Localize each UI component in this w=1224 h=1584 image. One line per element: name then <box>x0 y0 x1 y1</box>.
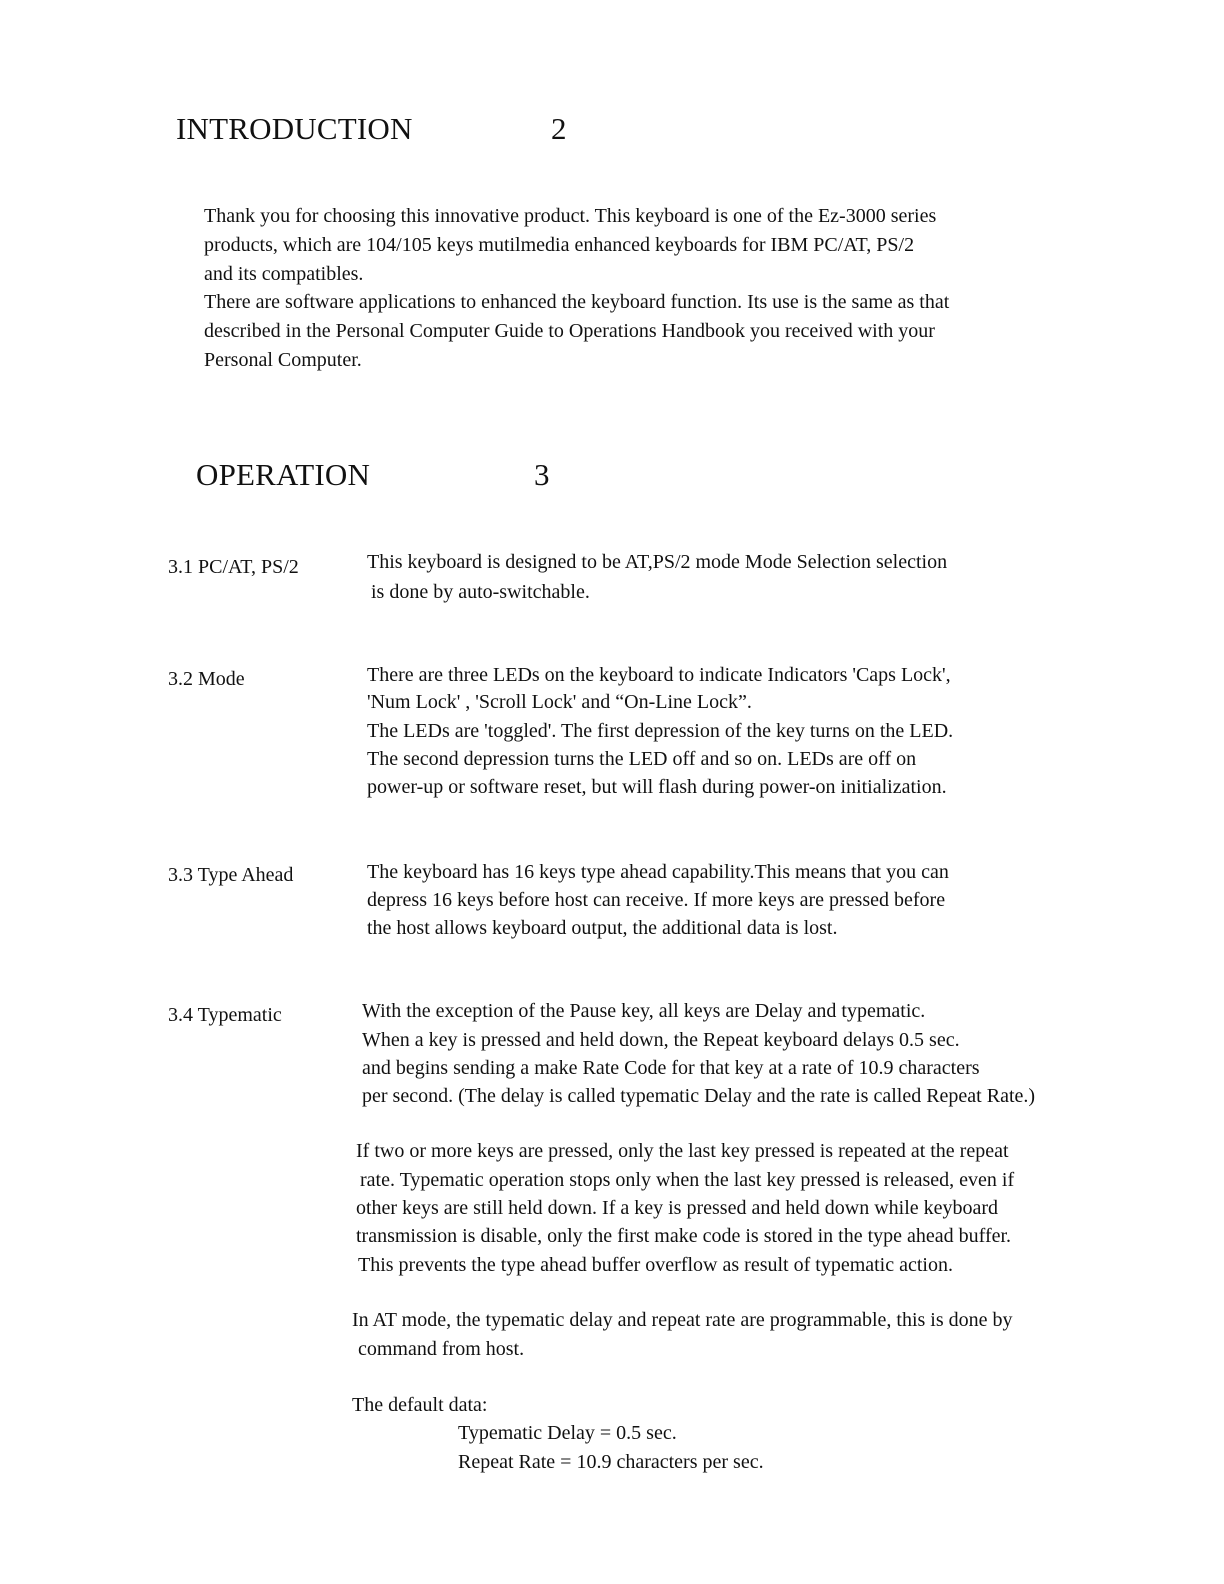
intro-line: There are software applications to enhanced the keyboard function. Its use is the same as that <box>204 291 950 313</box>
intro-line: Thank you for choosing this innovative product. This keyboard is one of the Ez-3000 series <box>204 205 937 227</box>
section-3-2-line: There are three LEDs on the keyboard to indicate Indicators 'Caps Lock', <box>367 664 951 686</box>
section-3-1-line: This keyboard is designed to be AT,PS/2 mode Mode Selection selection <box>367 551 948 573</box>
section-3-3-line: depress 16 keys before host can receive. If more keys are pressed before <box>367 889 946 911</box>
operation-heading: OPERATION <box>196 457 371 492</box>
section-3-2-line: The second depression turns the LED off and so on. LEDs are off on <box>367 748 917 770</box>
introduction-heading: INTRODUCTION <box>176 111 413 146</box>
operation-section-number: 3 <box>534 457 550 492</box>
default-repeat-rate: Repeat Rate = 10.9 characters per sec. <box>458 1451 764 1473</box>
section-3-4-line: and begins sending a make Rate Code for that key at a rate of 10.9 characters <box>362 1057 980 1079</box>
default-typematic-delay: Typematic Delay = 0.5 sec. <box>458 1422 677 1444</box>
introduction-section-number: 2 <box>551 111 567 146</box>
intro-line: Personal Computer. <box>204 349 362 371</box>
section-3-4-line: With the exception of the Pause key, all keys are Delay and typematic. <box>362 1000 926 1022</box>
section-3-3-line: the host allows keyboard output, the additional data is lost. <box>367 917 838 939</box>
default-data-label: The default data: <box>352 1394 488 1416</box>
section-3-4-para2-line: This prevents the type ahead buffer overflow as result of typematic action. <box>358 1254 953 1276</box>
section-3-4-line: When a key is pressed and held down, the Repeat keyboard delays 0.5 sec. <box>362 1029 960 1051</box>
section-3-4-para2-line: transmission is disable, only the first make code is stored in the type ahead buffer. <box>356 1225 1012 1247</box>
section-3-2-line: 'Num Lock' , 'Scroll Lock' and “On-Line Lock”. <box>367 691 752 713</box>
section-3-4-para3-line: command from host. <box>358 1338 525 1360</box>
section-3-4-line: per second. (The delay is called typematic Delay and the rate is called Repeat Rate.) <box>362 1085 1036 1107</box>
section-3-1-line: is done by auto-switchable. <box>371 581 590 603</box>
section-3-3-line: The keyboard has 16 keys type ahead capability.This means that you can <box>367 861 949 883</box>
section-3-2-line: power-up or software reset, but will flash during power-on initialization. <box>367 776 947 798</box>
section-label-3-3: 3.3 Type Ahead <box>168 864 294 886</box>
section-3-4-para2-line: If two or more keys are pressed, only the last key pressed is repeated at the repeat <box>356 1140 1009 1162</box>
intro-line: described in the Personal Computer Guide to Operations Handbook you received with your <box>204 320 935 342</box>
intro-line: products, which are 104/105 keys mutilmedia enhanced keyboards for IBM PC/AT, PS/2 <box>204 234 915 256</box>
section-label-3-1: 3.1 PC/AT, PS/2 <box>168 556 299 578</box>
section-label-3-2: 3.2 Mode <box>168 668 245 690</box>
section-3-2-line: The LEDs are 'toggled'. The first depression of the key turns on the LED. <box>367 720 954 742</box>
intro-line: and its compatibles. <box>204 263 364 285</box>
section-3-4-para2-line: other keys are still held down. If a key is pressed and held down while keyboard <box>356 1197 999 1219</box>
section-label-3-4: 3.4 Typematic <box>168 1004 282 1026</box>
section-3-4-para2-line: rate. Typematic operation stops only when the last key pressed is released, even if <box>360 1169 1015 1191</box>
section-3-4-para3-line: In AT mode, the typematic delay and repeat rate are programmable, this is done by <box>352 1309 1013 1331</box>
